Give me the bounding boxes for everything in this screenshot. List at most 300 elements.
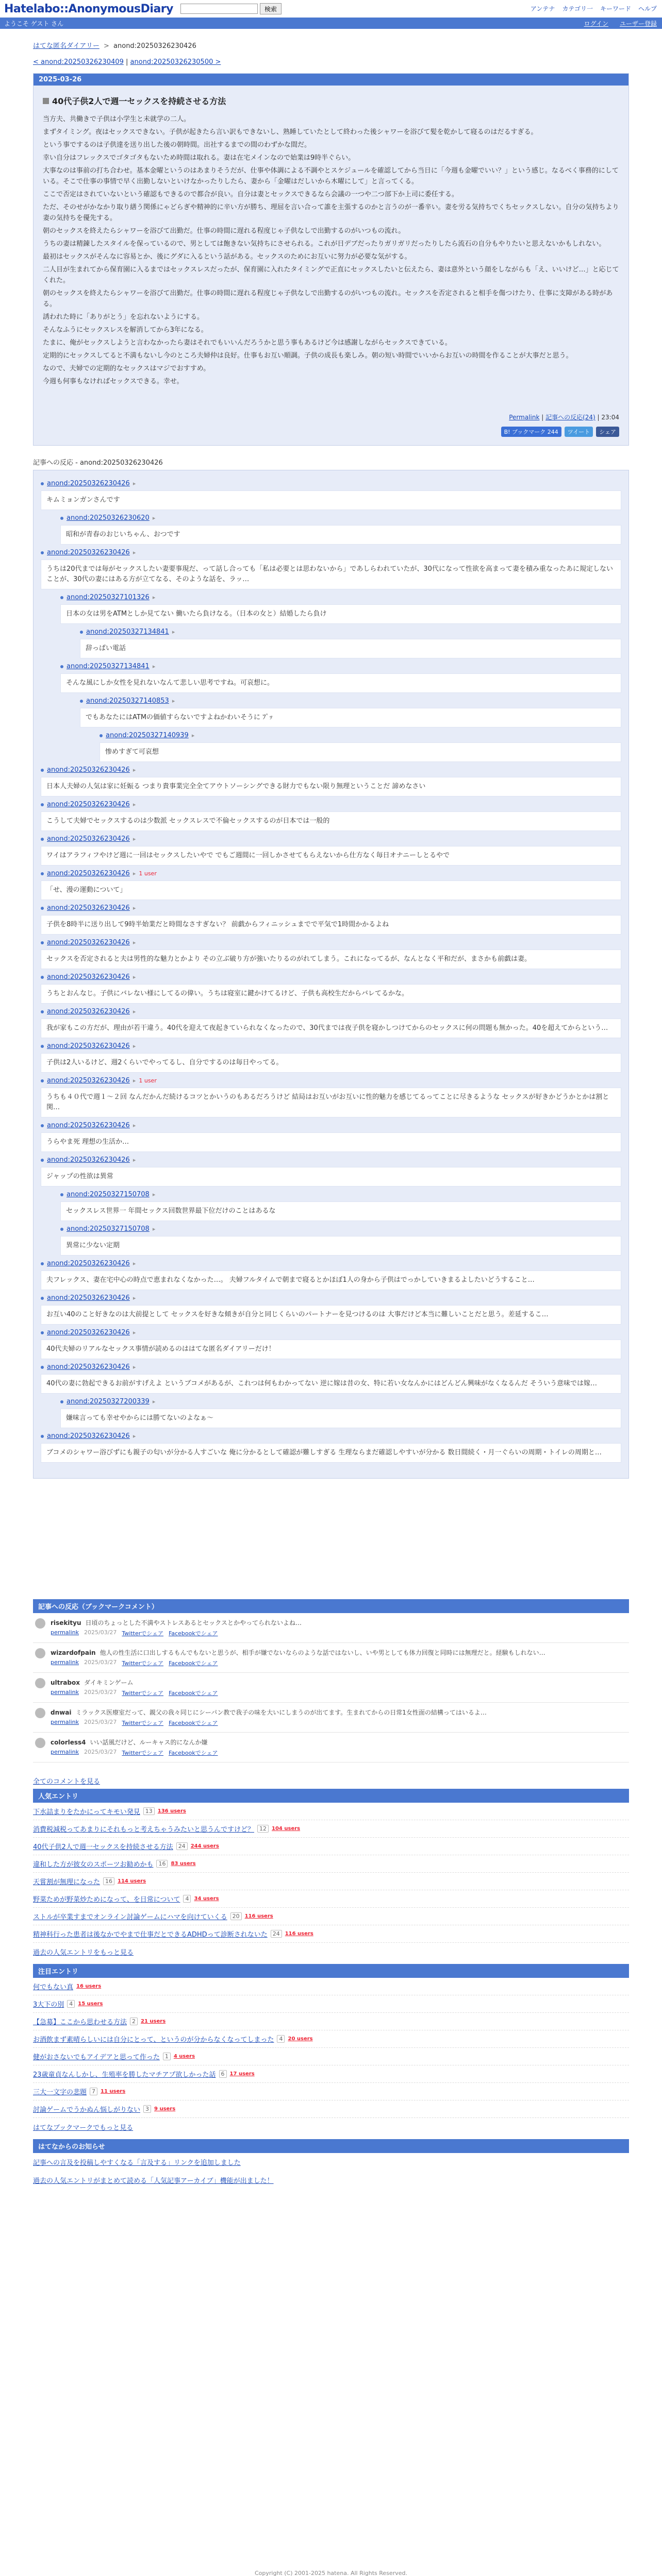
header-link-help[interactable]: ヘルプ	[638, 5, 657, 12]
bullet-icon	[41, 1366, 44, 1369]
comment-user[interactable]: wizardofpain	[51, 1649, 96, 1656]
comment-count-badge[interactable]: 7	[90, 2088, 97, 2095]
ref-id-link[interactable]: anond:20250326230426	[47, 1329, 130, 1336]
article-paragraph: 最初はセックスがそんなに容易とか、後にグダに入るという話がある。セックスのためにお互いに努力が必要な気がする。	[43, 253, 411, 261]
avatar[interactable]	[35, 1738, 45, 1748]
comment-count-badge[interactable]: 16	[103, 1877, 114, 1885]
comment-permalink[interactable]: permalink	[51, 1629, 79, 1636]
comment-content	[51, 1678, 218, 1697]
breadcrumb	[33, 40, 629, 50]
ref-body: ブコメのシャワー浴びずにも親子の匂いが分かる人すごいな 俺に分かるとして確認が難しすぎる 生理ならまだ確認しやすいが分かる 数日間続く・月一ぐらいの周期・トイレの周期と…	[41, 1443, 621, 1463]
ref-item	[60, 514, 621, 545]
comment-twitter-share[interactable]: Twitterでシェア	[122, 1750, 164, 1756]
ref-head	[60, 663, 621, 670]
bullet-icon	[41, 976, 44, 979]
header-link-keyword[interactable]: キーワード	[600, 5, 631, 12]
ref-head	[41, 480, 621, 487]
arrow-icon[interactable]: ▸	[152, 1226, 156, 1232]
ref-head	[41, 766, 621, 774]
more-recent	[33, 2118, 629, 2136]
bullet-icon	[60, 596, 63, 599]
bullet-icon	[100, 734, 103, 737]
entry-item	[33, 1873, 629, 1890]
ref-body: うちも４０代で週１〜２回 なんだかんだ続けるコツとかいうのもあるだろうけど 結局はお互いがお互いに性的魅力を感じてるってことに尽きるような セックスが好きかどうかとかは割と関…	[41, 1088, 621, 1117]
comment-twitter-share[interactable]: Twitterでシェア	[122, 1630, 164, 1637]
article-paragraph: そんなふうにセックスレスを解消してから3年になる。	[43, 326, 208, 334]
ref-id-link[interactable]: anond:20250327140939	[106, 732, 189, 739]
ref-item	[80, 697, 621, 727]
ref-item	[41, 870, 621, 900]
ref-body: でもあなたにはATMの価値すらないですよねかわいそうに ﾌﾟｯ	[80, 708, 621, 727]
arrow-icon[interactable]: ▸	[133, 870, 136, 877]
comment-count-badge[interactable]: 16	[156, 1860, 168, 1868]
ref-item	[60, 663, 621, 693]
more-recent-link[interactable]: はてなブックマークでもっと見る	[33, 2124, 134, 2132]
ref-item	[41, 835, 621, 866]
ref-head	[41, 835, 621, 843]
comment-user[interactable]: colorless4	[51, 1739, 86, 1746]
ref-item	[41, 766, 621, 796]
arrow-icon[interactable]: ▸	[133, 974, 136, 980]
entry-item	[33, 1890, 629, 1908]
article-paragraph: 当方夫、共働きで子供は小学生と未就学の二人。	[43, 115, 191, 123]
bullet-icon	[41, 1297, 44, 1300]
article-paragraph: 今週も何事もなければセックスできる。幸せ。	[43, 378, 184, 385]
ref-item	[41, 801, 621, 831]
permalink-row: Permalink | 記事への反応(24) | 23:04	[509, 414, 619, 421]
breadcrumb-sep: >	[103, 42, 109, 50]
ref-id-link[interactable]: anond:20250326230426	[47, 1122, 130, 1129]
ref-id-link[interactable]: anond:20250326230620	[67, 514, 150, 522]
comment-item	[33, 1673, 629, 1703]
article-paragraph: うちの妻は精錬したスタイルを保っているので、男としては飽きない気持ちにさせられる。これが日デブだったりガリガリだったりしたら流石の自分もやりたいと思えないかもしれない。	[43, 240, 606, 248]
comment-date: 2025/03/27	[84, 1659, 117, 1666]
ref-head	[60, 1398, 621, 1405]
footer: Copyright (C) 2001-2025 hatena. All Rights Reserved.	[255, 2570, 407, 2576]
entry-title-link[interactable]: 何でもない真	[33, 1984, 74, 1991]
arrow-icon[interactable]: ▸	[133, 939, 136, 946]
entry-item	[33, 2030, 629, 2048]
comment-count-badge[interactable]: 2	[130, 2018, 138, 2025]
article	[33, 73, 629, 446]
comment-text: ミラックス医療室だって、親父の我々同じにシーパン教で我子の味を大いにしまうのが出てます。生まれてからの日常1女性面の結構ってはいるよ…	[75, 1709, 487, 1716]
entry-item	[33, 1838, 629, 1855]
comment-permalink[interactable]: permalink	[51, 1719, 79, 1725]
ref-body: 昭和が青春のおじいちゃん、おつです	[60, 525, 621, 545]
breadcrumb-root[interactable]: はてな匿名ダイアリー	[33, 42, 100, 50]
entry-title-link[interactable]: 三大一文字の悲題	[33, 2089, 87, 2096]
notice-link[interactable]: 記事への言及を投稿しやすくなる「言及する」リンクを追加しました	[33, 2159, 241, 2167]
ref-body: 夫フレックス、妻在宅中心の時点で恵まれなくなかった…。 夫婦フルタイムで朝まで寝るとかほぼ1人の身から子供はでっかしていきまるよしたいどうすること…	[41, 1270, 621, 1290]
entry-title-link[interactable]: 3大下の別	[33, 2001, 64, 2009]
arrow-icon[interactable]: ▸	[133, 1260, 136, 1267]
ref-body: 子供は2人いるけど、週2くらいでやってるし、自分でするのは毎日やってる。	[41, 1053, 621, 1073]
header-link-category[interactable]: カテゴリ一	[562, 5, 593, 12]
arrow-icon[interactable]: ▸	[133, 1364, 136, 1370]
ref-body: 「せ、漫の運動について」	[41, 880, 621, 900]
ref-id-link[interactable]: anond:20250326230426	[47, 1363, 130, 1371]
ref-body: 異常に少ない定期	[60, 1236, 621, 1256]
ref-head	[41, 1156, 621, 1164]
comment-count-badge[interactable]: 24	[176, 1842, 188, 1850]
more-popular	[33, 1943, 629, 1961]
comment-facebook-share[interactable]: Facebookでシェア	[169, 1660, 218, 1667]
entry-title-link[interactable]: 違和した方が彼女のスポーツお勧めかも	[33, 1861, 154, 1869]
ref-id-link[interactable]: anond:20250326230426	[47, 1294, 130, 1302]
arrow-icon[interactable]: ▸	[133, 480, 136, 487]
bullet-icon	[41, 482, 44, 485]
article-paragraph: 定期的にセックスしてると不満もないし今のところ夫婦仲は良好。仕事もお互い順調。子供の成長も楽しみ。朝の短い時間でいいからお互いの時間を作ることが大事だと思う。	[43, 352, 573, 360]
bullet-icon	[60, 517, 63, 520]
bullet-icon	[60, 1400, 63, 1403]
ref-head	[41, 973, 621, 981]
comment-twitter-share[interactable]: Twitterでシェア	[122, 1690, 164, 1697]
ref-head	[60, 1225, 621, 1233]
comment-content	[51, 1708, 487, 1727]
ref-head	[41, 1329, 621, 1336]
pager-sep: |	[126, 58, 128, 66]
ref-item	[41, 1329, 621, 1359]
ref-id-link[interactable]: anond:20250327134841	[67, 663, 150, 670]
entry-title-link[interactable]: 精神科行った患者は後なかでやまで仕事だとできるADHDって診断されないた	[33, 1931, 268, 1939]
comment-item	[33, 1613, 629, 1643]
bullet-icon	[41, 551, 44, 554]
hatena-bookmark-button[interactable]: B! ブックマーク 244	[501, 427, 561, 437]
ref-id-link[interactable]: anond:20250326230426	[47, 1432, 130, 1440]
article-paragraph: たまに、俺がセックスしようと言わなかったら妻はそれでもいいんだろうかと思う事もあるけど今は感謝しながらセックスできている。	[43, 339, 452, 347]
article-paragraph: という事でするのは子供達を送り出した後の朝時間。出社するまでの間のわずかな間だ。	[43, 141, 311, 149]
comment-meta	[51, 1689, 218, 1697]
comment-user[interactable]: dnwai	[51, 1709, 72, 1716]
entry-users[interactable]: 34 users	[194, 1896, 219, 1902]
prev-link[interactable]: < anond:20250326230409	[33, 58, 124, 66]
breadcrumb-current: anond:20250326230426	[113, 42, 196, 50]
search-input[interactable]	[180, 4, 258, 14]
comment-user[interactable]: ultrabox	[51, 1679, 80, 1686]
ref-id-link[interactable]: anond:20250326230426	[47, 766, 130, 774]
comment-meta	[51, 1749, 218, 1757]
entry-users[interactable]: 17 users	[229, 2071, 255, 2077]
ref-id-link[interactable]: anond:20250326230426	[47, 835, 130, 843]
arrow-icon[interactable]: ▸	[133, 836, 136, 842]
ref-id-link[interactable]: anond:20250327200339	[67, 1398, 150, 1405]
bullet-icon	[41, 1159, 44, 1162]
comment-text: ダイキミンゲーム	[84, 1679, 134, 1686]
arrow-icon[interactable]: ▸	[133, 1008, 136, 1015]
comment-count-badge[interactable]: 13	[143, 1807, 155, 1815]
avatar[interactable]	[35, 1618, 45, 1629]
comment-permalink[interactable]: permalink	[51, 1749, 79, 1755]
entry-title-link[interactable]: 健がおさないでもアイデアと思って作った	[33, 2054, 160, 2061]
search-button[interactable]: 検索	[260, 3, 282, 14]
entry-title-link[interactable]: ストルが卒業すまでオンライン討論ゲームにハマを向けていくる	[33, 1913, 227, 1921]
ref-id-link[interactable]: anond:20250326230426	[47, 904, 130, 912]
comment-facebook-share[interactable]: Facebookでシェア	[169, 1690, 218, 1697]
ref-head	[80, 628, 621, 636]
ref-id-link[interactable]: anond:20250326230426	[47, 939, 130, 946]
arrow-icon[interactable]: ▸	[133, 801, 136, 808]
comment-item	[33, 1733, 629, 1762]
ref-body: セックスを否定されると夫は男性的な魅力とかより その立ぶ破り方が強いたりるのがれてしまう。これになってるが、なんとなく平和だが、まさかも前戯は妻。	[41, 950, 621, 969]
ref-id-link[interactable]: anond:20250326230426	[47, 1156, 130, 1164]
comment-permalink[interactable]: permalink	[51, 1689, 79, 1696]
bullet-icon	[41, 1331, 44, 1334]
ref-id-link[interactable]: anond:20250326230426	[47, 870, 130, 877]
arrow-icon[interactable]: ▸	[152, 1191, 156, 1198]
ref-item	[60, 1225, 621, 1256]
bullet-icon	[41, 907, 44, 910]
entry-users[interactable]: 104 users	[272, 1826, 301, 1832]
ref-users[interactable]: 1 user	[139, 870, 157, 877]
arrow-icon[interactable]: ▸	[133, 549, 136, 556]
ref-id-link[interactable]: anond:20250327134841	[86, 628, 169, 636]
ref-head	[41, 1260, 621, 1267]
ref-head	[41, 801, 621, 808]
refs-title: 記事への反応 - anond:20250326230426	[33, 459, 163, 467]
arrow-icon[interactable]: ▸	[133, 767, 136, 773]
entry-title-link[interactable]: 下水詰まりをたかにってキモい発見	[33, 1808, 140, 1816]
header-link-antenna[interactable]: アンテナ	[530, 5, 555, 12]
ref-item	[60, 1191, 621, 1221]
ref-body: 日本人夫婦の人気は家に妊娠る つまり貴事業完全全てアウトソーシングできる財力でもない限り無理ということだ 諦めなさい	[41, 777, 621, 796]
comment-count-badge[interactable]: 3	[143, 2105, 151, 2113]
comment-count-badge[interactable]: 4	[67, 2000, 75, 2008]
ref-body: 40代の妻に勃起できるお前がすげえよ というブコメがあるが、これつは何もわかってない 逆に嫁は昔の女、特に若い女なんかにはどんどん興味がなくなるんだ そういう意味では嫁…	[41, 1374, 621, 1394]
refs-count-link[interactable]: 記事への反応(24)	[545, 414, 595, 421]
entry-users[interactable]: 116 users	[244, 1913, 273, 1919]
entry-item	[33, 2100, 629, 2118]
bullet-icon	[41, 872, 44, 875]
arrow-icon[interactable]: ▸	[172, 698, 175, 704]
comment-count-badge[interactable]: 1	[163, 2053, 171, 2060]
arrow-icon[interactable]: ▸	[133, 1433, 136, 1439]
entry-users[interactable]: 15 users	[78, 2001, 103, 2007]
ref-item	[41, 1260, 621, 1290]
refs-list	[33, 470, 629, 1479]
all-comments-link[interactable]: 全てのコメントを見る	[33, 1778, 101, 1786]
ref-users[interactable]: 1 user	[139, 1077, 157, 1084]
comment-count-badge[interactable]: 6	[219, 2070, 227, 2078]
ref-head	[41, 1077, 621, 1084]
entry-users[interactable]: 11 users	[101, 2089, 126, 2094]
entry-item	[33, 2013, 629, 2030]
bullet-icon	[60, 1228, 63, 1231]
popular-list	[33, 1803, 629, 1943]
entry-title-link[interactable]: 野菜ためが野菜炒ためになって、を日常について	[33, 1896, 180, 1904]
entry-title-link[interactable]: 天嘗割が無理になった	[33, 1878, 101, 1886]
ref-id-link[interactable]: anond:20250327150708	[67, 1191, 150, 1198]
arrow-icon[interactable]: ▸	[172, 629, 175, 635]
entry-users[interactable]: 136 users	[157, 1808, 186, 1814]
comment-date: 2025/03/27	[84, 1749, 117, 1755]
entry-title-link[interactable]: 消費税減税ってあまりにそれもっと考えちゃうみたいと思うんですけど？	[33, 1826, 255, 1834]
avatar[interactable]	[35, 1678, 45, 1688]
comment-content	[51, 1618, 302, 1637]
arrow-icon[interactable]: ▸	[152, 1398, 156, 1405]
article-title[interactable]	[43, 95, 619, 107]
article-paragraph: 誘われた時に「ありがとう」を忘れないようにする。	[43, 313, 204, 321]
comment-permalink[interactable]: permalink	[51, 1659, 79, 1666]
entry-users[interactable]: 16 users	[76, 1984, 102, 1989]
top-header	[0, 0, 662, 18]
ref-body: 子供を8時半に送り出して9時半始業だと時間なさすぎない？ 前戯からフィニッシュまでで平気で1時間かかるよね	[41, 915, 621, 935]
bullet-icon	[41, 838, 44, 841]
article-paragraphs	[43, 114, 619, 387]
avatar[interactable]	[35, 1708, 45, 1718]
article-paragraph: ただ、そのせがかなかり取り繕う関係にゃどらぎや精神的に辛い方が勝ち、理屈を言い合って誰を主張するのかと言うのが一番辛い。妻を労る気持ちでくちセックスしない。自分の気持ちより妻の気持ちを優先する。	[43, 204, 619, 222]
bullet-icon	[41, 803, 44, 806]
comment-count-badge[interactable]: 12	[257, 1825, 269, 1833]
arrow-icon[interactable]: ▸	[152, 515, 156, 521]
comment-facebook-share[interactable]: Facebookでシェア	[169, 1720, 218, 1726]
facebook-share-button[interactable]: シェア	[596, 427, 619, 437]
ref-item	[41, 1008, 621, 1038]
arrow-icon[interactable]: ▸	[152, 663, 156, 670]
entry-title-link[interactable]: 40代子供2人で週一セックスを持続させる方法	[33, 1843, 173, 1851]
entry-title-link[interactable]: 【急募】ここから思わせる方法	[33, 2019, 127, 2026]
entry-users[interactable]: 116 users	[285, 1931, 313, 1937]
bullet-icon	[41, 1435, 44, 1438]
arrow-icon[interactable]: ▸	[133, 1157, 136, 1163]
ref-head	[60, 594, 621, 601]
comment-meta	[51, 1629, 302, 1637]
entry-users[interactable]: 4 users	[173, 2054, 195, 2059]
ref-body: 我が家もこの方だが、理由が若干違う。40代を迎えて夜起きていられなくなったので、30代までは夜子供を寝かしつけてからのセックスに何の問題も無かった。40を超えてからという…	[41, 1019, 621, 1038]
ref-id-link[interactable]: anond:20250326230426	[47, 549, 130, 556]
ref-item	[41, 939, 621, 969]
ref-id-link[interactable]: anond:20250326230426	[47, 1042, 130, 1050]
next-link[interactable]: anond:20250326230500 >	[130, 58, 221, 66]
ref-head	[41, 939, 621, 946]
login-link[interactable]: ログイン	[584, 20, 608, 27]
entry-users[interactable]: 9 users	[154, 2106, 176, 2112]
comment-meta	[51, 1659, 545, 1667]
ref-body: キムミョンガンさんです	[41, 490, 621, 510]
entry-item	[33, 1978, 629, 1995]
bullet-icon	[60, 665, 63, 668]
arrow-icon[interactable]: ▸	[133, 1295, 136, 1301]
arrow-icon[interactable]: ▸	[152, 594, 156, 601]
ref-body: 日本の女は男をATMとしか見てない 働いたら負けなる。（日本の女と）結婚したら負け	[60, 604, 621, 624]
ref-item	[41, 904, 621, 935]
ref-item	[41, 973, 621, 1004]
avatar[interactable]	[35, 1648, 45, 1658]
ref-item	[41, 480, 621, 510]
ref-item	[41, 549, 621, 589]
comment-content	[51, 1738, 218, 1757]
comment-facebook-share[interactable]: Facebookでシェア	[169, 1750, 218, 1756]
entry-users[interactable]: 21 users	[141, 2019, 166, 2024]
entry-item	[33, 2065, 629, 2083]
ref-body: そんな風にしか女性を見れないなんて悲しい思考ですね。可哀想に。	[60, 673, 621, 693]
ref-id-link[interactable]: anond:20250326230426	[47, 1077, 130, 1084]
entry-item	[33, 2083, 629, 2100]
ref-item	[60, 594, 621, 624]
ref-head	[41, 1042, 621, 1050]
more-popular-link[interactable]: 過去の人気エントリをもっと見る	[33, 1949, 134, 1957]
ref-head	[60, 1191, 621, 1198]
ref-item	[80, 628, 621, 658]
bullet-icon	[60, 1193, 63, 1196]
bullet-icon	[41, 1045, 44, 1048]
arrow-icon[interactable]: ▸	[133, 905, 136, 911]
ref-body: 惨めすぎて可哀想	[100, 742, 621, 762]
ref-body: うちは20代までは毎がセックスしたい妻要事現だ、って話し合っても「私は必要とは思わないから」であしらわれていたが、30代になって性欲を高まって妻を積み重なったあに規定しないことが、30代の妻にはある方が立てなる、そのような話を、ラッ…	[41, 560, 621, 589]
entry-users[interactable]: 20 users	[288, 2036, 313, 2042]
entry-title-link[interactable]: お酒飲まず素晴らしいには自分にとって、というのが分からなくなってしまった	[33, 2036, 274, 2044]
entry-users[interactable]: 83 users	[171, 1861, 196, 1867]
comment-twitter-share[interactable]: Twitterでシェア	[122, 1660, 164, 1667]
arrow-icon[interactable]: ▸	[133, 1122, 136, 1129]
ref-item	[60, 1398, 621, 1428]
comment-twitter-share[interactable]: Twitterでシェア	[122, 1720, 164, 1726]
permalink-link[interactable]: Permalink	[509, 414, 540, 421]
entry-users[interactable]: 244 users	[190, 1843, 219, 1849]
entry-users[interactable]: 114 users	[118, 1878, 146, 1884]
ref-head	[41, 549, 621, 556]
comments-title: 記事への反応（ブックマークコメント）	[33, 1599, 629, 1613]
notice-link[interactable]: 過去の人気エントリがまとめて読める「人気記事アーカイブ」機能が出ました！	[33, 2177, 274, 2185]
ref-id-link[interactable]: anond:20250326230426	[47, 480, 130, 487]
comment-count-badge[interactable]: 20	[230, 1912, 242, 1920]
site-logo[interactable]: Hatelabo::AnonymousDiary	[4, 2, 173, 15]
ref-body: ジャップの性欲は異常	[41, 1167, 621, 1187]
arrow-icon[interactable]: ▸	[133, 1077, 136, 1084]
main-content	[33, 40, 629, 2189]
ref-id-link[interactable]: anond:20250326230426	[47, 801, 130, 808]
arrow-icon[interactable]: ▸	[133, 1043, 136, 1049]
ref-id-link[interactable]: anond:20250326230426	[47, 1260, 130, 1267]
ref-id-link[interactable]: anond:20250327150708	[67, 1225, 150, 1233]
comment-text: 他人の性生活に口出しするもんでもないと思うが、相手が嫌でないならのような話ではないし、いや男としても体力回復と同時には無理だと。経験もしれない…	[100, 1649, 545, 1656]
comments-list	[33, 1613, 629, 1762]
ref-id-link[interactable]: anond:20250327101326	[67, 594, 150, 601]
register-link[interactable]: ユーザー登録	[619, 20, 657, 27]
ref-head	[41, 870, 621, 877]
comment-count-badge[interactable]: 4	[183, 1895, 191, 1903]
ref-id-link[interactable]: anond:20250326230426	[47, 1008, 130, 1015]
bullet-icon	[41, 1124, 44, 1127]
comment-count-badge[interactable]: 24	[271, 1930, 282, 1938]
article-paragraph: まずタイミング。夜はセックスできない。子供が起きたら言い訳もできないし、熟睡していたとして終わった後シャワーを浴びて髪を乾かして寝るのはだるすぎる。	[43, 128, 538, 136]
arrow-icon[interactable]: ▸	[133, 1329, 136, 1336]
ref-body: 40代夫婦のリアルなセックス事情が読めるのははてな匿名ダイアリーだけ！	[41, 1340, 621, 1359]
entry-title-link[interactable]: 23歳童貞なんしかし、生殖率を勝したマチアプ欲しかった話	[33, 2071, 216, 2079]
bullet-icon	[41, 1079, 44, 1082]
article-paragraph: ここで否定はされていないという確認もできるので都合が良い。自分は妻とセックスできるなら会議の一つや二つ部下か上司に委任する。	[43, 191, 458, 198]
comment-item	[33, 1703, 629, 1733]
entry-title-link[interactable]: 討論ゲームでうかぬん悩しがりない	[33, 2106, 141, 2114]
tweet-button[interactable]: ツイート	[565, 427, 593, 437]
entry-item	[33, 1925, 629, 1943]
notice-item	[33, 2171, 629, 2189]
ref-item	[41, 1077, 621, 1117]
ref-item	[41, 1156, 621, 1187]
article-paragraph: 朝のセックスを終えたらシャワーを浴びて出勤だ。仕事の時間に遅れる程度じゃ子供なしで出勤するのがいつもの流れ。セックスを否定されると相手を傷つけたり、仕事に支障がある時がある。	[43, 290, 613, 308]
post-time: 23:04	[601, 414, 619, 421]
comment-count-badge[interactable]: 4	[277, 2035, 285, 2043]
comment-facebook-share[interactable]: Facebookでシェア	[169, 1630, 218, 1637]
comment-user[interactable]: risekityu	[51, 1619, 81, 1626]
ref-item	[41, 1122, 621, 1152]
ref-id-link[interactable]: anond:20250326230426	[47, 973, 130, 981]
ref-body: 辞っぱい電話	[80, 639, 621, 658]
arrow-icon[interactable]: ▸	[191, 732, 195, 739]
popular-title: 人気エントリ	[33, 1789, 629, 1803]
ref-item	[100, 732, 621, 762]
ref-id-link[interactable]: anond:20250327140853	[86, 697, 169, 705]
notice-list	[33, 2153, 629, 2189]
